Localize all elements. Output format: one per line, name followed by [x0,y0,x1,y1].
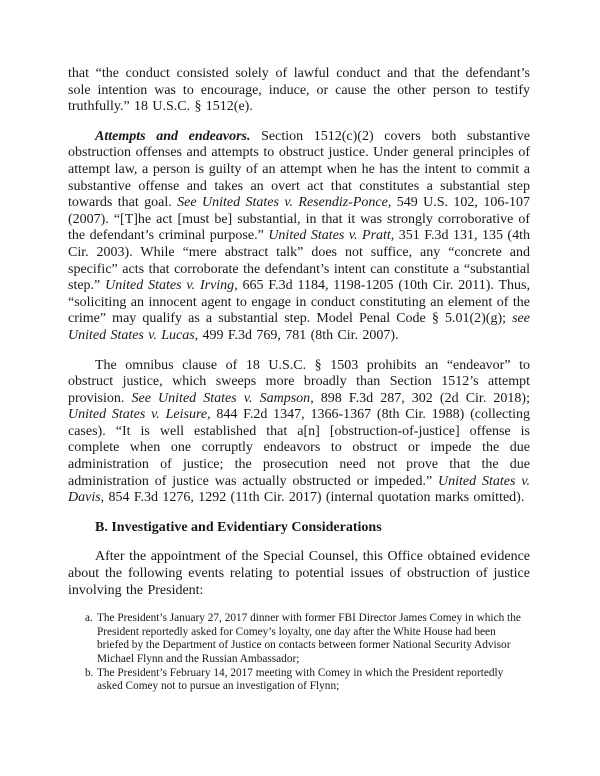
list-item-comey-meeting [68,667,530,694]
text-segment: that “the conduct consisted solely of lawful conduct and that the defendant’s sole intention was to encourage, induce, or cause the other person to testify truthfully.” 18 U.S.C. § 1512(e). [68,66,530,115]
paragraph-testify-truthfully [68,66,530,116]
text-segment: , 665 F.3d 1184, 1198-1205 (10th Cir. 2011). Thus, “soliciting an innocent agent to engage in conduct constituting an element of the crime” may qualify as a substantial step. Model Penal Code § 5.01(2)(g); [68,278,530,327]
text-segment: , 351 F.3d 131, 135 (4th Cir. 2003). While “mere abstract talk” does not suffice, any “concrete and specific” acts that corroborate the defendant’s intent can constitute a “substantial step.” [68,228,530,294]
text-segment: The omnibus clause of 18 U.S.C. § 1503 prohibits an “endeavor” to obstruct justice, which sweeps more broadly than Section 1512’s attempt provision. [68,357,530,406]
list-item-comey-dinner [68,612,530,666]
paragraph-special-counsel-events [68,549,530,599]
events-list [68,612,530,694]
text-segment: , 854 F.3d 1276, 1292 (11th Cir. 2017) (internal quotation marks omitted). [100,490,525,506]
list-item-comey-meeting-text: The President’s February 14, 2017 meeting with Comey in which the President reportedly asked Comey not to pursue an investigation of Flynn; [97,666,504,693]
text-segment: Attempts and endeavors. [95,128,251,144]
text-segment: , 549 U.S. 102, 106-107 (2007). “[T]he act [must be] substantial, in that it was strongly corroborative of the defendant’s criminal purpose.” [68,195,530,244]
text-segment: United States v. Irving [105,278,235,294]
text-segment: United States v. Pratt [268,228,391,244]
text-segment: See United States v. Sampson [131,390,311,406]
paragraph-omnibus-clause [68,358,530,507]
paragraph-attempts-and-endeavors [68,129,530,345]
list-marker-a: a. [85,612,93,625]
text-segment: , 499 F.3d 769, 781 (8th Cir. 2007). [194,327,399,343]
section-heading-investigative-evidentiary: B. Investigative and Evidentiary Considerations [95,519,382,535]
text-segment: United States v. Leisure [68,407,208,423]
list-item-comey-dinner-text: The President’s January 27, 2017 dinner with former FBI Director James Comey in which the President reportedly asked for Comey’s loyalty, one day after the White House had been briefed by the Department of Justice on contacts between former National Security Advisor Michael Flynn and the Russian Ambassador; [97,612,521,665]
text-segment: After the appointment of the Special Counsel, this Office obtained evidence about the following events relating to potential issues of obstruction of justice involving the President: [68,549,530,598]
text-segment: see United States v. Lucas [68,311,530,343]
text-segment: , 844 F.2d 1347, 1366-1367 (8th Cir. 1988) (collecting cases). “It is well established that a[n] [obstruction-of-justice] offense is complete when one corruptly endeavors to obstruct or impede the due administration of justice; the prosecution need not prove that the due administration of justice was actually obstructed or impeded.” [68,407,530,489]
text-segment: See United States v. Resendiz-Ponce [177,195,388,211]
text-segment: United States v. Davis [68,473,530,506]
list-marker-b: b. [85,666,94,679]
text-segment: Section 1512(c)(2) covers both substantive obstruction offenses and attempts to obstruct justice. Under general principles of attempt law, a person is guilty of an attempt when he has the intent to commit a substantive offense and takes an overt act that constitutes a substantial step towards that goal. [68,128,530,211]
page-content [68,66,530,694]
text-segment: , 898 F.3d 287, 302 (2d Cir. 2018); [310,390,530,406]
